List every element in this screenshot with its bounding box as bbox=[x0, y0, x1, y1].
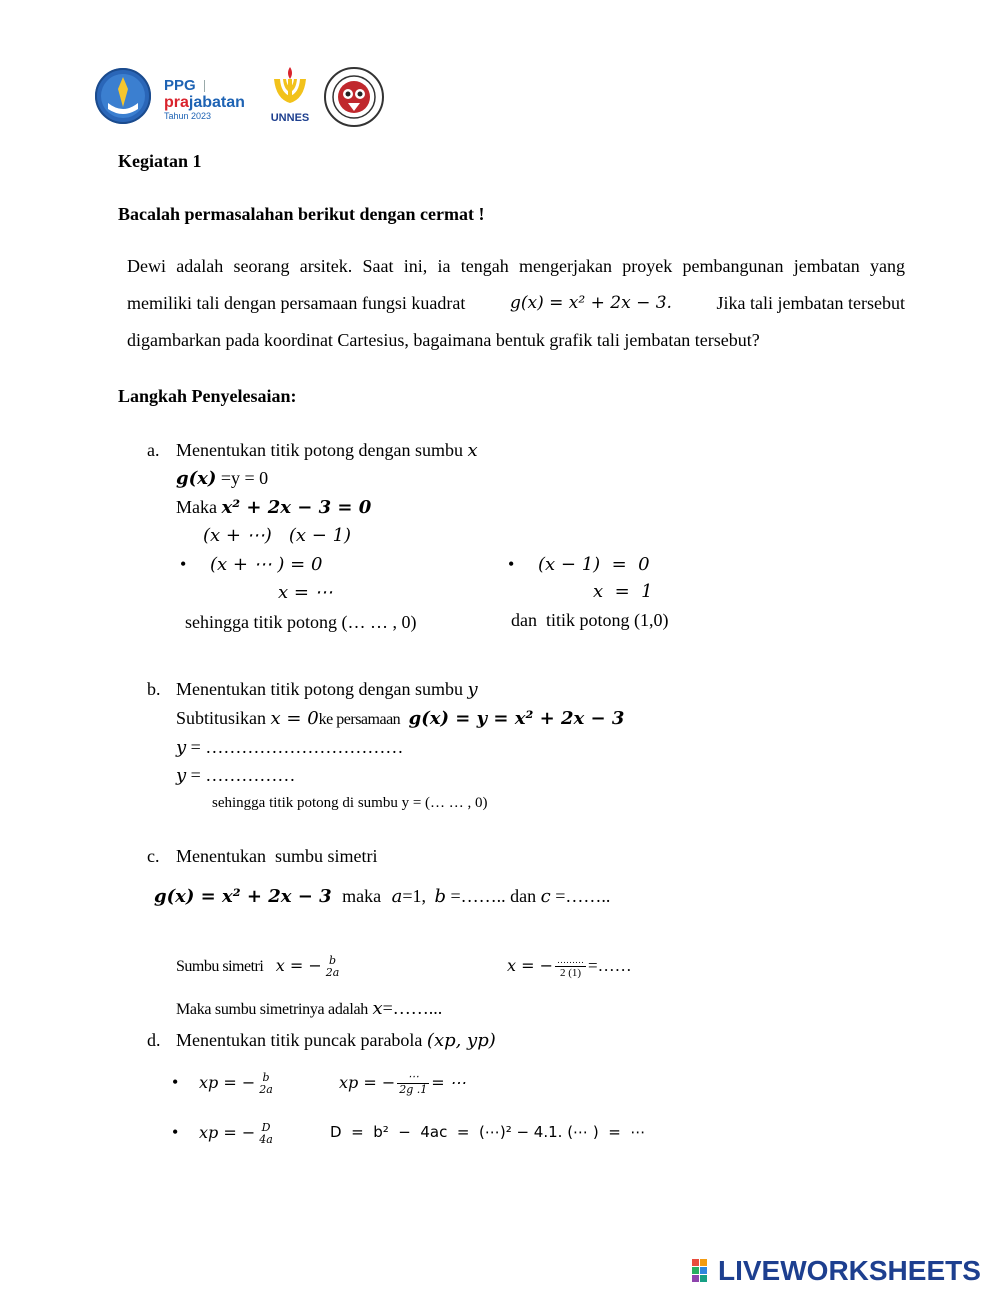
liveworksheets-text: LIVEWORKSHEETS bbox=[718, 1255, 981, 1286]
section-b-y1 bbox=[176, 736, 403, 759]
section-d-f1-lhs: xp = − bbox=[199, 1073, 256, 1092]
section-c-heading: Menentukan sumbu simetri bbox=[176, 846, 378, 866]
liveworksheets-grid-icon bbox=[692, 1259, 716, 1283]
liveworksheets-logo bbox=[692, 1256, 981, 1286]
problem-paragraph bbox=[127, 248, 905, 359]
section-c-sumbu-num: b bbox=[329, 953, 337, 967]
jabatan-text: jabatan bbox=[188, 94, 245, 111]
ppg-text: PPG bbox=[164, 77, 196, 94]
section-d-c1-rhs: = ⋯ bbox=[431, 1073, 466, 1092]
section-c-sumbu-den: 2a bbox=[325, 965, 340, 979]
section-d-f2-num: D bbox=[261, 1120, 271, 1134]
section-b-subst bbox=[176, 707, 624, 731]
section-b-heading bbox=[176, 678, 478, 701]
problem-line-3: digambarkan pada koordinat Cartesius, bagaimana bentuk grafik tali jembatan tersebut? bbox=[127, 330, 760, 350]
section-c-calc-rhs: =…… bbox=[588, 956, 632, 975]
section-d-f2-den: 4a bbox=[259, 1132, 273, 1146]
section-a-eq1-rest: =y = 0 bbox=[220, 468, 269, 488]
section-b-subst-a: Subtitusikan bbox=[176, 708, 267, 728]
section-a-maka-label: Maka bbox=[176, 497, 217, 517]
section-d-bullet-2-dot: • bbox=[172, 1122, 179, 1142]
section-c-conclusion bbox=[176, 997, 442, 1021]
section-a-maka-eq: x² + 2x − 3 = 0 bbox=[221, 497, 372, 518]
logo-school-seal bbox=[324, 67, 384, 127]
section-a-right-bullet-dot: • bbox=[508, 554, 515, 574]
section-c-conclusion-val: =……... bbox=[382, 998, 443, 1018]
section-d-calc-1 bbox=[339, 1063, 466, 1102]
activity-title: Kegiatan 1 bbox=[118, 151, 202, 171]
section-b-subst-b: ke persamaan bbox=[318, 711, 401, 728]
section-a-right-eq2: x = 1 bbox=[593, 581, 653, 602]
section-c-calc-fraction bbox=[555, 954, 586, 979]
section-d-heading-eq: (xp, yp) bbox=[426, 1030, 496, 1051]
section-a-right-eq1: (x − 1) = 0 bbox=[538, 554, 650, 575]
section-c-sumbu-label: Sumbu simetri bbox=[176, 958, 264, 975]
section-d-c1-fraction bbox=[397, 1071, 429, 1096]
section-d-f1-num: b bbox=[262, 1070, 270, 1084]
section-c-a-val: =1, bbox=[402, 886, 426, 906]
section-a-eq1 bbox=[176, 467, 268, 490]
section-c-calc-den: 2 (1) bbox=[559, 967, 582, 980]
section-b-subst-eq: x = 0 bbox=[270, 708, 319, 729]
problem-line-1: Dewi adalah seorang arsitek. Saat ini, ia tengah mengerjakan proyek pembangunan jembatan yang bbox=[127, 256, 905, 276]
section-b-heading-var: y bbox=[467, 679, 478, 700]
section-c-b-var: b bbox=[434, 886, 446, 907]
section-c-func-line bbox=[154, 885, 610, 908]
section-c-a-var: a bbox=[391, 886, 403, 907]
section-d-heading-text: Menentukan titik puncak parabola bbox=[176, 1030, 423, 1050]
section-c-conclusion-var: x bbox=[372, 998, 383, 1019]
pra-text: pra bbox=[164, 94, 189, 111]
section-b-heading-text: Menentukan titik potong dengan sumbu bbox=[176, 679, 463, 699]
problem-line-2-a: memiliki tali dengan persamaan fungsi kuadrat bbox=[127, 293, 466, 313]
instruction: Bacalah permasalahan berikut dengan cermat ! bbox=[118, 204, 485, 224]
section-a-marker: a. bbox=[147, 440, 160, 460]
logo-kemendikbud bbox=[94, 67, 152, 125]
section-c-marker: c. bbox=[147, 846, 160, 866]
section-a-right-result: dan titik potong (1,0) bbox=[511, 610, 669, 630]
section-b-y2 bbox=[176, 764, 295, 787]
section-a-heading-text: Menentukan titik potong dengan sumbu bbox=[176, 440, 463, 460]
section-a-left-eq1: (x + ⋯ ) = 0 bbox=[210, 554, 323, 575]
unnes-text: UNNES bbox=[270, 112, 310, 124]
section-a-left-result: sehingga titik potong (… … , 0) bbox=[185, 612, 417, 632]
section-d-heading bbox=[176, 1029, 496, 1052]
section-c-calc-lhs: x = − bbox=[507, 956, 554, 975]
section-c-c-var: c bbox=[540, 886, 551, 907]
section-d-formula-2 bbox=[199, 1113, 277, 1152]
section-d-f2-lhs: xp = − bbox=[199, 1123, 256, 1142]
section-a-factor: (x + ⋯) (x − 1) bbox=[203, 525, 352, 546]
section-c-calc-num: ……… bbox=[557, 955, 585, 966]
section-b-y2-var: y bbox=[176, 765, 187, 786]
section-d-c1-num: ⋯ bbox=[397, 1071, 429, 1084]
section-d-f2-fraction bbox=[257, 1122, 275, 1146]
section-c-c-val: =…….. bbox=[555, 886, 611, 906]
ppg-year: Tahun 2023 bbox=[164, 111, 212, 121]
problem-equation: g(x) = x² + 2x − 3. bbox=[510, 293, 672, 313]
logo-unnes bbox=[267, 65, 313, 123]
section-d-calc-2: D = b² − 4ac = (⋯)² − 4.1. (⋯ ) = ⋯ bbox=[330, 1123, 646, 1141]
section-b-y2-value: = …………… bbox=[190, 765, 296, 785]
section-c-calc bbox=[507, 946, 632, 985]
section-a-left-bullet-dot: • bbox=[180, 554, 187, 574]
section-b-y1-var: y bbox=[176, 737, 187, 758]
section-c-b-val: =…….. dan bbox=[450, 886, 537, 906]
section-a-heading-var: x bbox=[467, 440, 478, 461]
section-d-f1-fraction bbox=[257, 1072, 275, 1096]
section-d-marker: d. bbox=[147, 1030, 161, 1050]
section-a-left-eq2: x = ⋯ bbox=[278, 582, 333, 603]
logo-ppg-prajabatan bbox=[164, 78, 264, 124]
section-a-heading bbox=[176, 439, 478, 462]
section-a-eq1-func: g(x) bbox=[176, 468, 217, 489]
problem-line-2-b: Jika tali jembatan tersebut bbox=[716, 293, 905, 313]
steps-heading: Langkah Penyelesaian: bbox=[118, 386, 297, 406]
section-c-conclusion-text: Maka sumbu simetrinya adalah bbox=[176, 1001, 368, 1018]
section-b-marker: b. bbox=[147, 679, 161, 699]
section-d-c1-lhs: xp = − bbox=[339, 1073, 396, 1092]
section-b-subst-func: g(x) = y = x² + 2x − 3 bbox=[408, 708, 625, 729]
section-c-func: g(x) = x² + 2x − 3 bbox=[154, 886, 332, 907]
section-d-bullet-1-dot: • bbox=[172, 1072, 179, 1092]
section-d-formula-1 bbox=[199, 1063, 277, 1102]
section-b-result: sehingga titik potong di sumbu y = (… … , 0) bbox=[212, 795, 488, 811]
section-a-maka bbox=[176, 496, 371, 519]
section-d-c1-den: 2g .1 bbox=[399, 1083, 428, 1097]
section-c-sumbu-formula bbox=[176, 946, 343, 986]
problem-line-2 bbox=[127, 285, 905, 322]
section-d-f1-den: 2a bbox=[259, 1082, 273, 1096]
section-c-maka: maka bbox=[342, 886, 382, 906]
section-c-sumbu-fraction bbox=[324, 955, 342, 979]
section-c-sumbu-lhs: x = − bbox=[275, 956, 322, 975]
section-b-y1-value: = …………………………… bbox=[190, 737, 404, 757]
